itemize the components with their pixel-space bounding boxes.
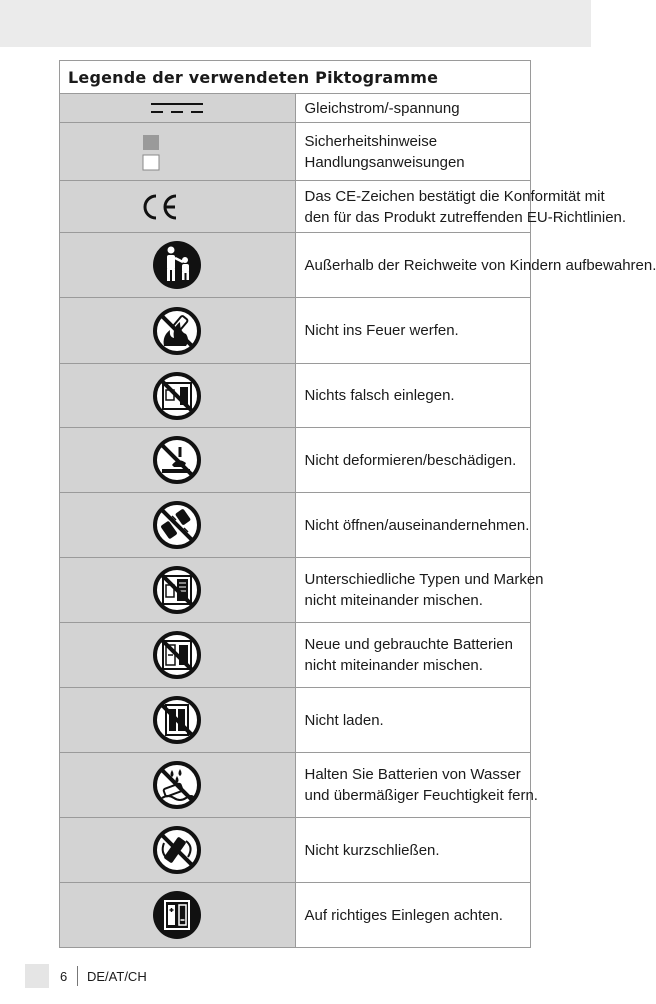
legend-text-line: Halten Sie Batterien von Wasser xyxy=(304,766,521,783)
legend-text xyxy=(295,181,627,233)
legend-row xyxy=(60,753,531,818)
legend-row xyxy=(60,364,531,428)
no-mix-types-icon xyxy=(60,558,296,623)
legend-text xyxy=(295,123,531,181)
legend-text-line: Handlungsanweisungen xyxy=(304,153,465,171)
legend-text xyxy=(295,883,531,948)
legend-text xyxy=(295,233,656,298)
legend-row xyxy=(60,623,531,688)
legend-text xyxy=(295,623,531,688)
page-number: 6 xyxy=(60,969,68,984)
legend-row xyxy=(60,558,531,623)
legend-title: Legende der verwendeten Piktogramme xyxy=(60,61,531,94)
legend-text-line: nicht miteinander mischen. xyxy=(304,592,483,609)
legend-row xyxy=(60,883,531,948)
legend-text xyxy=(295,298,531,364)
top-bar xyxy=(0,0,591,47)
legend-text-line: Sicherheitshinweise xyxy=(304,132,438,150)
legend-text-line: Nicht kurzschließen. xyxy=(304,841,440,859)
footer-divider xyxy=(77,966,78,986)
footer-languages: DE/AT/CH xyxy=(87,969,147,984)
legend-text-line: und übermäßiger Feuchtigkeit fern. xyxy=(304,787,538,804)
legend-text-line: Nicht öffnen/auseinandernehmen. xyxy=(304,516,530,534)
no-deform-icon xyxy=(60,428,296,493)
pictogram-legend-table xyxy=(59,60,656,948)
legend-text xyxy=(295,428,531,493)
legend-text xyxy=(295,753,538,818)
safety-notes-icon xyxy=(60,123,296,181)
legend-row xyxy=(60,688,531,753)
correct-insertion-icon xyxy=(60,883,296,948)
legend-text xyxy=(295,818,531,883)
ce-mark-icon xyxy=(60,181,296,233)
legend-text-line: Nicht laden. xyxy=(304,711,384,729)
no-water-icon xyxy=(60,753,296,818)
legend-text-line: den für das Produkt zutreffenden EU-Richtlinien. xyxy=(304,208,627,226)
legend-row xyxy=(60,233,531,298)
direct-current-icon xyxy=(60,94,296,123)
legend-row xyxy=(60,818,531,883)
keep-away-from-children-icon xyxy=(60,233,296,298)
legend-text-line: Nicht ins Feuer werfen. xyxy=(304,322,459,339)
legend-text-line: Nichts falsch einlegen. xyxy=(304,387,455,404)
no-charge-icon xyxy=(60,688,296,753)
legend-row xyxy=(60,181,531,233)
no-disassemble-icon xyxy=(60,493,296,558)
legend-text xyxy=(295,364,531,428)
no-mix-old-new-icon xyxy=(60,623,296,688)
legend-text xyxy=(295,493,531,558)
no-short-circuit-icon xyxy=(60,818,296,883)
legend-row xyxy=(60,123,531,181)
legend-row xyxy=(60,493,531,558)
footer-marker xyxy=(25,964,49,988)
legend-text-line: Auf richtiges Einlegen achten. xyxy=(304,906,503,924)
legend-row xyxy=(60,94,531,123)
legend-text-line: Außerhalb der Reichweite von Kindern aufbewahren. xyxy=(304,256,656,274)
legend-text-line: Unterschiedliche Typen und Marken xyxy=(304,571,544,588)
legend-text xyxy=(295,688,531,753)
no-wrong-insertion-icon xyxy=(60,364,296,428)
legend-text-line: Das CE-Zeichen bestätigt die Konformität mit xyxy=(304,187,605,205)
legend-text-line: Neue und gebrauchte Batterien xyxy=(304,636,513,653)
legend-text xyxy=(295,94,531,123)
legend-text-line: Gleichstrom/-spannung xyxy=(304,99,460,117)
legend-header-row xyxy=(60,61,531,94)
no-fire-icon xyxy=(60,298,296,364)
legend-text-line: Nicht deformieren/beschädigen. xyxy=(304,451,517,469)
legend-row xyxy=(60,428,531,493)
legend-text-line: nicht miteinander mischen. xyxy=(304,657,483,674)
legend-row xyxy=(60,298,531,364)
legend-text xyxy=(295,558,544,623)
